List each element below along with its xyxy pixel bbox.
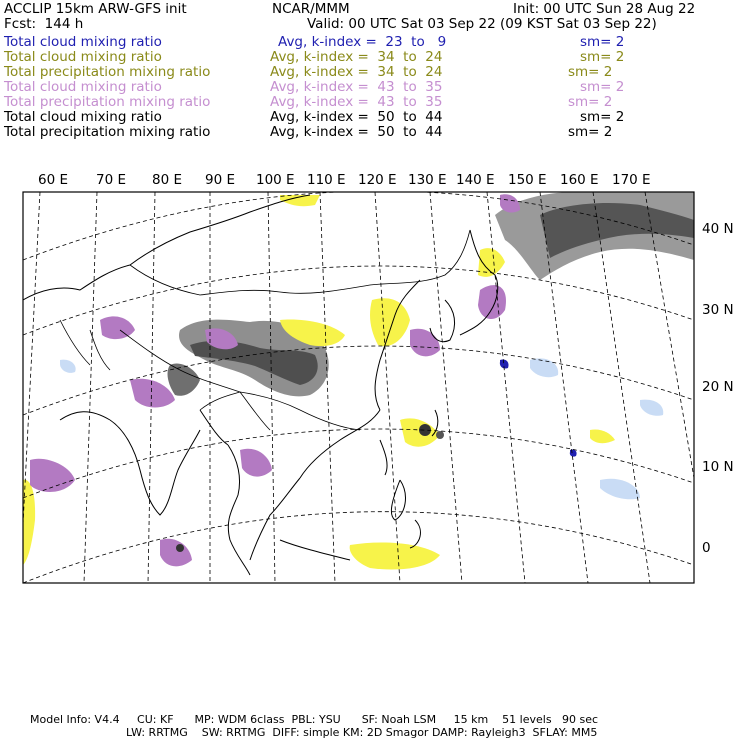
legend-stat: Avg, k-index = 23 to 9 xyxy=(278,34,447,50)
legend-smoothing: sm= 2 xyxy=(568,64,613,80)
legend-field: Total precipitation mixing ratio xyxy=(4,64,211,80)
longitude-label: 70 E xyxy=(96,172,126,188)
legend-stat: Avg, k-index = 43 to 35 xyxy=(270,94,443,110)
legend-smoothing: sm= 2 xyxy=(580,49,625,65)
physics-info: LW: RRTMG SW: RRTMG DIFF: simple KM: 2D Smagor DAMP: Rayleigh3 SFLAY: MM5 xyxy=(126,726,598,739)
plot-title: ACCLIP 15km ARW-GFS init xyxy=(4,1,187,17)
legend-smoothing: sm= 2 xyxy=(580,79,625,95)
longitude-label: 60 E xyxy=(38,172,68,188)
legend-field: Total cloud mixing ratio xyxy=(4,109,162,125)
longitude-label: 170 E xyxy=(612,172,651,188)
legend-field: Total precipitation mixing ratio xyxy=(4,124,211,140)
longitude-label: 110 E xyxy=(307,172,346,188)
model-info: Model Info: V4.4 CU: KF MP: WDM 6class PBL: YSU SF: Noah LSM 15 km 51 levels 90 sec xyxy=(30,713,599,726)
forecast-hour: Fcst: 144 h xyxy=(4,16,84,32)
longitude-label: 140 E xyxy=(456,172,495,188)
longitude-label: 160 E xyxy=(560,172,599,188)
legend-field: Total cloud mixing ratio xyxy=(4,34,162,50)
legend-stat: Avg, k-index = 50 to 44 xyxy=(270,109,443,125)
valid-time: Valid: 00 UTC Sat 03 Sep 22 (09 KST Sat 03 Sep 22) xyxy=(307,16,657,32)
legend-field: Total cloud mixing ratio xyxy=(4,79,162,95)
latitude-label: 20 N xyxy=(702,379,734,395)
latitude-label: 10 N xyxy=(702,459,734,475)
latitude-label: 0 xyxy=(702,540,711,556)
legend-field: Total precipitation mixing ratio xyxy=(4,94,211,110)
legend-stat: Avg, k-index = 50 to 44 xyxy=(270,124,443,140)
cloud-shading xyxy=(23,192,694,570)
longitude-label: 150 E xyxy=(508,172,547,188)
legend-field: Total cloud mixing ratio xyxy=(4,49,162,65)
latitude-label: 30 N xyxy=(702,302,734,318)
legend-smoothing: sm= 2 xyxy=(580,109,625,125)
legend-smoothing: sm= 2 xyxy=(568,124,613,140)
longitude-label: 130 E xyxy=(408,172,447,188)
longitude-label: 120 E xyxy=(358,172,397,188)
init-time: Init: 00 UTC Sun 28 Aug 22 xyxy=(513,1,696,17)
longitude-label: 90 E xyxy=(205,172,235,188)
coastlines xyxy=(23,195,498,575)
legend-stat: Avg, k-index = 43 to 35 xyxy=(270,79,443,95)
legend-stat: Avg, k-index = 34 to 24 xyxy=(270,49,443,65)
legend-smoothing: sm= 2 xyxy=(580,34,625,50)
latitude-label: 40 N xyxy=(702,221,734,237)
legend-stat: Avg, k-index = 34 to 24 xyxy=(270,64,443,80)
longitude-label: 80 E xyxy=(152,172,182,188)
legend-smoothing: sm= 2 xyxy=(568,94,613,110)
institution-label: NCAR/MMM xyxy=(272,1,350,17)
longitude-label: 100 E xyxy=(256,172,295,188)
